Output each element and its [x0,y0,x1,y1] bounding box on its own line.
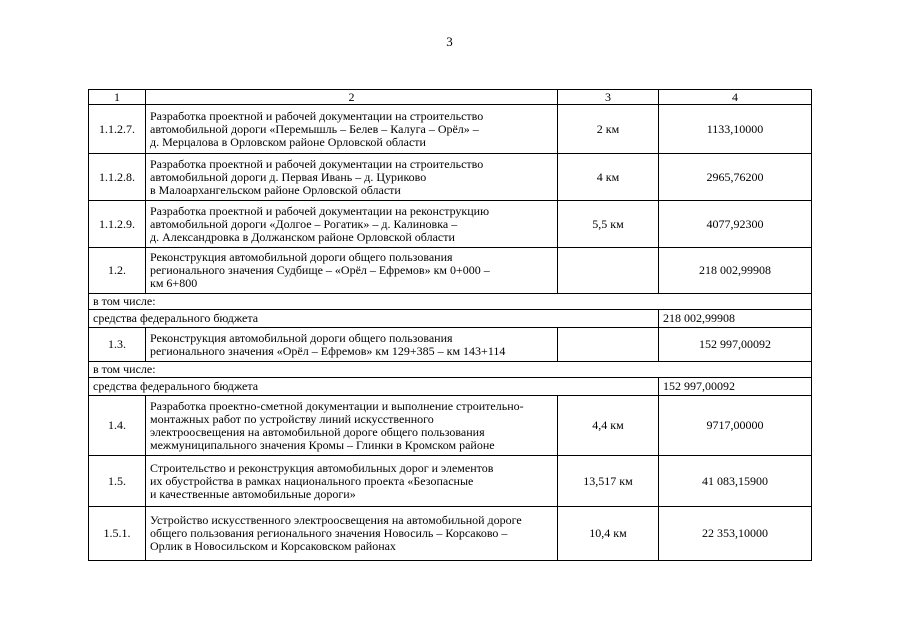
description-line: межмуниципального значения Кромы – Глинки в Кромском районе [150,437,495,452]
row-amount: 2965,76200 [659,154,812,201]
row-amount: 218 002,99908 [659,248,812,294]
row-amount: 41 083,15900 [659,456,812,507]
description-line: монтажных работ по устройству линий искусственного [150,411,434,426]
row-amount: 22 353,10000 [659,507,812,561]
row-amount: 9717,00000 [659,396,812,456]
description-line: электроосвещения на автомобильной дороге общего пользования [150,424,485,439]
row-quantity: 13,517 км [558,456,659,507]
description-line: Разработка проектной и рабочей документации на строительство [150,108,484,123]
table-row [89,396,812,456]
funding-amount: 152 997,00092 [659,378,812,396]
note-text: в том числе: [89,362,812,378]
row-quantity: 10,4 км [558,507,659,561]
row-quantity [558,328,659,362]
table-row [89,248,812,294]
row-number: 1.5.1. [89,507,146,561]
header-row [89,90,812,105]
note-row [89,294,812,310]
description-line: д. Мерцалова в Орловском районе Орловской области [150,134,426,149]
row-amount: 1133,10000 [659,105,812,154]
description-line: в Малоархангельском районе Орловской области [150,182,401,197]
table-row [89,154,812,201]
header-col-2: 2 [146,90,558,105]
description-line: км 6+800 [150,276,198,290]
row-description [146,456,558,507]
row-quantity: 5,5 км [558,201,659,248]
funding-source: средства федерального бюджета [89,310,659,328]
description-line: автомобильной дороги «Перемышль – Белев – Калуга – Орёл» – [150,121,479,136]
table-row [89,201,812,248]
row-quantity: 2 км [558,105,659,154]
row-description [146,328,558,362]
description-line: регионального значения «Орёл – Ефремов» км 129+385 – км 143+114 [150,343,506,358]
description-line: Разработка проектной и рабочей документации на строительство [150,156,484,171]
description-line: д. Александровка в Должанском районе Орловской области [150,229,455,244]
description-line: Реконструкция автомобильной дороги общего пользования [150,250,453,264]
funding-row [89,310,812,328]
description-line: Строительство и реконструкция автомобильных дорог и элементов [150,460,494,475]
row-description [146,154,558,201]
row-number: 1.4. [89,396,146,456]
row-number: 1.1.2.8. [89,154,146,201]
row-number: 1.1.2.9. [89,201,146,248]
page-number: 3 [446,34,453,49]
row-description [146,201,558,248]
row-number: 1.2. [89,248,146,294]
description-line: автомобильной дороги «Долгое – Рогатик» – д. Калиновка – [150,216,458,231]
table-row [89,105,812,154]
row-number: 1.5. [89,456,146,507]
row-number: 1.3. [89,328,146,362]
row-description [146,507,558,561]
row-number: 1.1.2.7. [89,105,146,154]
description-line: Реконструкция автомобильной дороги общего пользования [150,330,453,345]
funding-source: средства федерального бюджета [89,378,659,396]
note-row [89,362,812,378]
funding-amount: 218 002,99908 [659,310,812,328]
table-row [89,328,812,362]
header-col-3: 3 [558,90,659,105]
description-line: Разработка проектной и рабочей документации на реконструкцию [150,203,490,218]
funding-row [89,378,812,396]
row-quantity [558,248,659,294]
header-col-4: 4 [659,90,812,105]
description-line: регионального значения Судбище – «Орёл – Ефремов» км 0+000 – [150,263,490,277]
row-description [146,105,558,154]
table-row [89,507,812,561]
row-description [146,396,558,456]
description-line: и качественные автомобильные дороги» [150,486,356,501]
header-col-1: 1 [89,90,146,105]
description-line: Орлик в Новосильском и Корсаковском районах [150,539,396,553]
description-line: их обустройства в рамках национального проекта «Безопасные [150,473,474,488]
description-line: Разработка проектно-сметной документации и выполнение строительно- [150,398,524,413]
description-line: Устройство искусственного электроосвещения на автомобильной дороге [150,513,522,527]
row-quantity: 4 км [558,154,659,201]
row-amount: 4077,92300 [659,201,812,248]
table-row [89,456,812,507]
row-quantity: 4,4 км [558,396,659,456]
row-description [146,248,558,294]
description-line: общего пользования регионального значения Новосиль – Корсаково – [150,526,508,540]
row-amount: 152 997,00092 [659,328,812,362]
description-line: автомобильной дороги д. Первая Ивань – д. Цуриково [150,169,427,184]
program-table [88,89,812,561]
note-text: в том числе: [89,294,812,310]
